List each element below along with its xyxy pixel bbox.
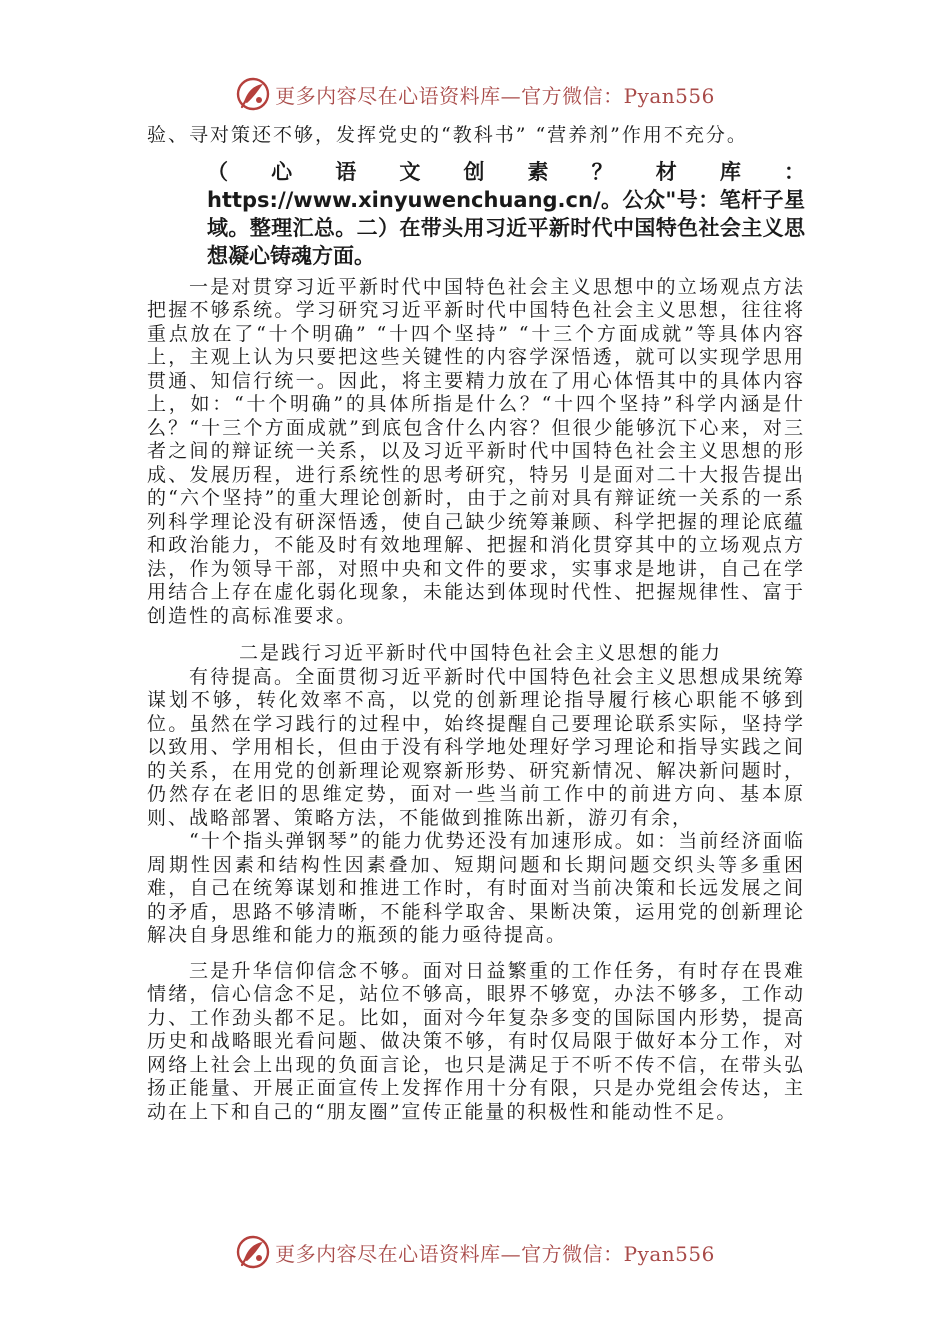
footer-watermark-banner <box>0 1230 950 1274</box>
paragraph-point-one: 一是对贯穿习近平新时代中国特色社会主义思想中的立场观点方法把握不够系统。学习研究习近平新时代中国特色社会主义思想，往往将重点放在了“十个明确” “十四个坚持” “十三个方面成就”等具体内容上，主观上认为只要把这些关键性的内容学深悟透，就可以实现学思用贯通、知信行统一。因此，将主要精力放在了用心体悟其中的具体内容上，如：“十个明确”的具体所指是什么？“十四个坚持”科学内涵是什么？“十三个方面成就”到底包含什么内容？但很少能够沉下心来，对三者之间的辩证统一关系，以及习近平新时代中国特色社会主义思想的形成、发展历程，进行系统性的思考研究，特另刂是面对二十大报告提出的“六个坚持”的重大理论创新时，由于之前对具有辩证统一关系的一系列科学理论没有研深悟透，使自己缺少统筹兼顾、科学把握的理论底蕴和政治能力，不能及时有效地理解、把握和消化贯穿其中的立场观点方法，作为领导干部，对照中央和文件的要求，实事求是地讲，自己在学用结合上存在虚化弱化现象，未能达到体现时代性、把握规律性、富于创造性的高标准要求。 <box>147 275 805 627</box>
red-brush-logo-icon <box>235 1234 271 1270</box>
header-watermark-banner <box>0 72 950 116</box>
footer-watermark-text: 更多内容尽在心语资料库—官方微信：Pyan556 <box>275 1241 715 1266</box>
paragraph-point-two: 有待提高。全面贯彻习近平新时代中国特色社会主义思想成果统筹谋划不够，转化效率不高，以党的创新理论指导履行核心职能不够到位。虽然在学习践行的过程中，始终提醒自己要理论联系实际，坚持学以致用、学用相长，但由于没有科学地处理好学习理论和指导实践之间的关系，在用党的创新理论观察新形势、研究新情况、解决新问题时，仍然存在老旧的思维定势，面对一些当前工作中的前进方向、基本原则、战略部署、策略方法，不能做到推陈出新，游刃有余， <box>147 665 805 829</box>
section-heading: （心语文创素？材库：https://www.xinyuwenchuang.cn/。公众"号：笔杆子星域。整理汇总。二）在带头用习近平新时代中国特色社会主义思想凝心铸魂方面。 <box>207 159 805 268</box>
paragraph-point-two-title: 二是践行习近平新时代中国特色社会主义思想的能力 <box>239 642 723 664</box>
paragraph-piano-ability: “十个指头弹钢琴”的能力优势还没有加速形成。如：当前经济面临周期性因素和结构性因素叠加、短期问题和长期问题交织头等多重困难，自己在统筹谋划和推进工作时，有时面对当前决策和长远发展之间的矛盾，思路不够清晰，不能科学取舍、果断决策，运用党的创新理论解决自身思维和能力的瓶颈的能力亟待提高。 <box>147 830 805 946</box>
paragraph-point-three: 三是升华信仰信念不够。面对日益繁重的工作任务，有时存在畏难情绪，信心信念不足，站位不够高，眼界不够宽，办法不够多，工作动力、工作劲头都不足。比如，面对今年复杂多变的国际国内形势，提高历史和战略眼光看问题、做决策不够，有时仅局限于做好本分工作，对网络上社会上出现的负面言论，也只是满足于不听不传不信，在带头弘扬正能量、开展正面宣传上发挥作用十分有限，只是办党组会传达，主动在上下和自己的“朋友圈”宣传正能量的积极性和能动性不足。 <box>147 959 805 1123</box>
header-watermark-text: 更多内容尽在心语资料库—官方微信：Pyan556 <box>275 83 715 108</box>
red-brush-logo-icon <box>235 76 271 112</box>
document-body <box>147 124 805 1124</box>
paragraph-continuation: 验、寻对策还不够，发挥党史的“教科书” “营养剂”作用不充分。 <box>147 124 748 146</box>
